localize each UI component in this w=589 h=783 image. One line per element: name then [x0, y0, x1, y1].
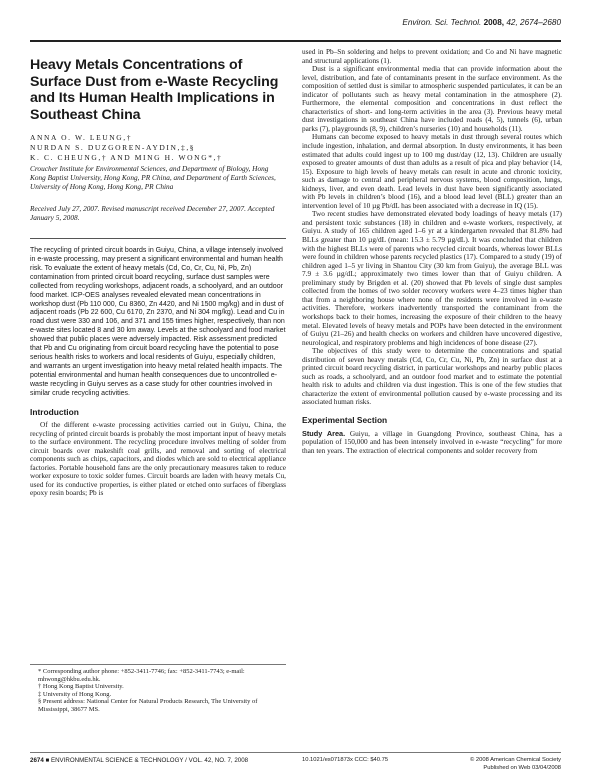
published-date: Published on Web 03/04/2008: [483, 764, 561, 771]
paragraph: Two recent studies have demonstrated elevated body loadings of heavy metals (17) and persistent toxic substances (18) in children and e-waste workers, respectively, at Guiyu. A study of 165 children aged 1–6 yr at a kindergarten revealed that 81.8% had BLLs greater than 10 µg/dL (mean: 15.3 ± 5.79 µg/dL). It was concluded that children with the highest BLLs were of parents who recycled circuit boards, whereas lower BLLs were found in children whose parents recycled plastics (17). Compared to a study (19) of children aged 1–5 yr living in Shantou City (30 km from Guiyu), the average BLL was 7.9 ± 3.6 µg/dL; approximately two times lower than that of Guiyu children. A preliminary study by Brigden et al. (20) showed that Pb levels of single dust samples collected from the homes of two solder recovery workers were 4–23 times higher than that from a neighboring house where none of the residents were involved in e-waste activities. Therefore, workers inadvertently transported the contaminant from the workshops back to their homes, increasing the exposure of their children to the heavy metal. Elevated levels of heavy metals and POPs have been detected in the environment of Guiyu (21–26) and health checks on workers and children have uncovered digestive, neurological, and respiratory problems and high incidences of bone disease (27).: [302, 209, 562, 347]
volume-pages: 42, 2674–2680: [506, 18, 561, 27]
paragraph: Humans can become exposed to heavy metals in dust through several routes which include ingestion, inhalation, and dermal absorption. In dusty environments, it has been estimated that adults could ingest up to 100 mg dust/day (12, 13). Children are usually exposed to greater amounts of dust than adults as a result of pica and play behavior (14, 15). Exposure to high levels of heavy metals can result in acute and chronic toxicity, such as damage to central and peripheral nervous systems, blood composition, lungs, kidneys, liver, and even death. Lead levels in dust have been significantly associated with Pb levels in children’s blood (16), and a blood lead level (BLL) greater than an intervention level of 10 µg Pb/dL has been associated with a decrease in IQ (15).: [302, 132, 562, 210]
footnote: ‡ University of Hong Kong.: [38, 690, 112, 698]
footer-left: [30, 757, 248, 764]
doi: 10.1021/es071873x CCC: $40.75: [302, 757, 389, 763]
paragraph: [302, 430, 562, 456]
footnote: § Present address: National Center for Natural Products Research, The University of Mississippi, 38677 MS.: [38, 698, 258, 713]
copyright: © 2008 American Chemical Society: [470, 757, 561, 763]
footnote: * Corresponding author phone: +852-3411-7746; fax: +852-3411-7743; e-mail: mhwong@hkbu.edu.hk.: [38, 668, 245, 683]
paragraph-text: Guiyu, a village in Guangdong Province, southeast China, has a population of 150,000 and has been intensely involved in e-waste “recycling” for more than ten years. The extraction of electrical components and solder recovery from: [302, 428, 562, 455]
section-heading-experimental: Experimental Section: [302, 414, 388, 425]
section-heading-introduction: Introduction: [30, 406, 79, 417]
author-line: NURDAN S. DUZGOREN-AYDIN,‡,§: [30, 143, 196, 153]
paragraph: Of the different e-waste processing activities carried out in Guiyu, China, the recycling of printed circuit boards is probably the most important input of heavy metals to the surface environment. The recycling procedure involves melting of solder from circuit boards over makeshift coal grills, and removal and sorting of electrical components such as chips, capacitors, and diodes which are sold to electrical appliance factories. Portable household fans are the only precautionary measures taken to reduce worker exposure to toxic solder fumes. Circuit boards are laden with heavy metals Cu, used for its conductive properties, is either plated or etched onto surfaces of fiberglass epoxy resin boards; Pb is: [30, 420, 286, 498]
header-rule: [30, 40, 561, 42]
journal-year: 2008,: [483, 18, 505, 27]
footnotes: [30, 664, 286, 714]
journal-info: ■ ENVIRONMENTAL SCIENCE & TECHNOLOGY / VOL. 42, NO. 7, 2008: [45, 757, 249, 764]
journal-name: Environ. Sci. Technol.: [402, 18, 482, 27]
affiliation: Croucher Institute for Environmental Sciences, and Department of Biology, Hong Kong Baptist University, Hong Kong, PR China, and Department of Earth Sciences, University of Hong Kong, Hong Kong, PR China: [30, 164, 276, 192]
page-number: 2674: [30, 757, 44, 764]
paragraph: used in Pb–Sn soldering and helps to prevent oxidation; and Co and Ni have magnetic and structural applications (1).: [302, 47, 562, 65]
author-line: ANNA O. W. LEUNG,†: [30, 133, 133, 143]
authors: [30, 133, 286, 163]
left-column: [30, 52, 286, 498]
footer-rule: [30, 752, 561, 753]
right-column: [302, 48, 562, 455]
paragraph: The objectives of this study were to determine the concentrations and spatial distribution of seven heavy metals (Cd, Co, Cr, Cu, Ni, Pb, Zn) in surface dust at a printed circuit board recycling district, in particular workshops and nearby public places such as roads, a schoolyard, and an outdoor food market and to estimate the potential health risk to adults and children via dust ingestion. This is one of the few studies that characterize the extent of environmental pollution caused by e-waste processing and its associated human risks.: [302, 346, 562, 407]
article-title: Heavy Metals Concentrations of Surface Dust from e-Waste Recycling and Its Human Health Implications in Southeast China: [30, 57, 279, 123]
running-header: [402, 18, 561, 27]
received-dates: Received July 27, 2007. Revised manuscript received December 27, 2007. Accepted January 5, 2008.: [30, 204, 275, 223]
footer-right: [470, 757, 561, 772]
author-line: K. C. CHEUNG,† AND MING H. WONG*,†: [30, 153, 223, 163]
footnote: † Hong Kong Baptist University.: [38, 683, 124, 691]
paragraph: Dust is a significant environmental media that can provide information about the level, distribution, and fate of contaminants present in the surface environment. As the composition of settled dust is similar to atmospheric suspended particulates, it can be an indicator of pollutants such as heavy metal contamination in the atmosphere (2). Furthermore, the elemental composition and concentrations in dust reflect the characteristics of short- and long-term activities in the area (3). Previous heavy metal dust investigations in southeast China have included roads (4, 5), tunnels (6), urban parks (7), playgrounds (8, 9), children’s nurseries (10) and households (11).: [302, 64, 562, 133]
abstract: The recycling of printed circuit boards in Guiyu, China, a village intensely involved in e-waste processing, may present a significant environmental and human health risk. To evaluate the extent of heavy metals (Cd, Co, Cr, Cu, Ni, Pb, Zn) contamination from printed circuit board recycling, surface dust samples were collected from recycling workshops, adjacent roads, a schoolyard, and an outdoor food market. ICP-OES analyses revealed elevated mean concentrations in workshop dust (Pb 110 000, Cu 8360, Zn 4420, and Ni 1500 mg/kg) and in dust of adjacent roads (Pb 22 600, Cu 6170, Zn 2370, and Ni 304 mg/kg). Lead and Cu in road dust were 330 and 106, and 371 and 155 times higher, respectively, than non e-waste sites located 8 and 30 km away. Levels at the schoolyard and food market showed that public places were adversely impacted. Risk assessment predicted that Pb and Cu originating from circuit board recycling have the potential to pose serious health risks to workers and local residents of Guiyu, especially children, and warrants an urgent investigation into heavy metal related health impacts. The potential environmental and human health consequences due to uncontrolled e-waste recycling in Guiyu serves as a case study for other countries involved in similar crude recycling activities.: [30, 238, 286, 398]
subsection-heading: Study Area.: [302, 428, 346, 438]
